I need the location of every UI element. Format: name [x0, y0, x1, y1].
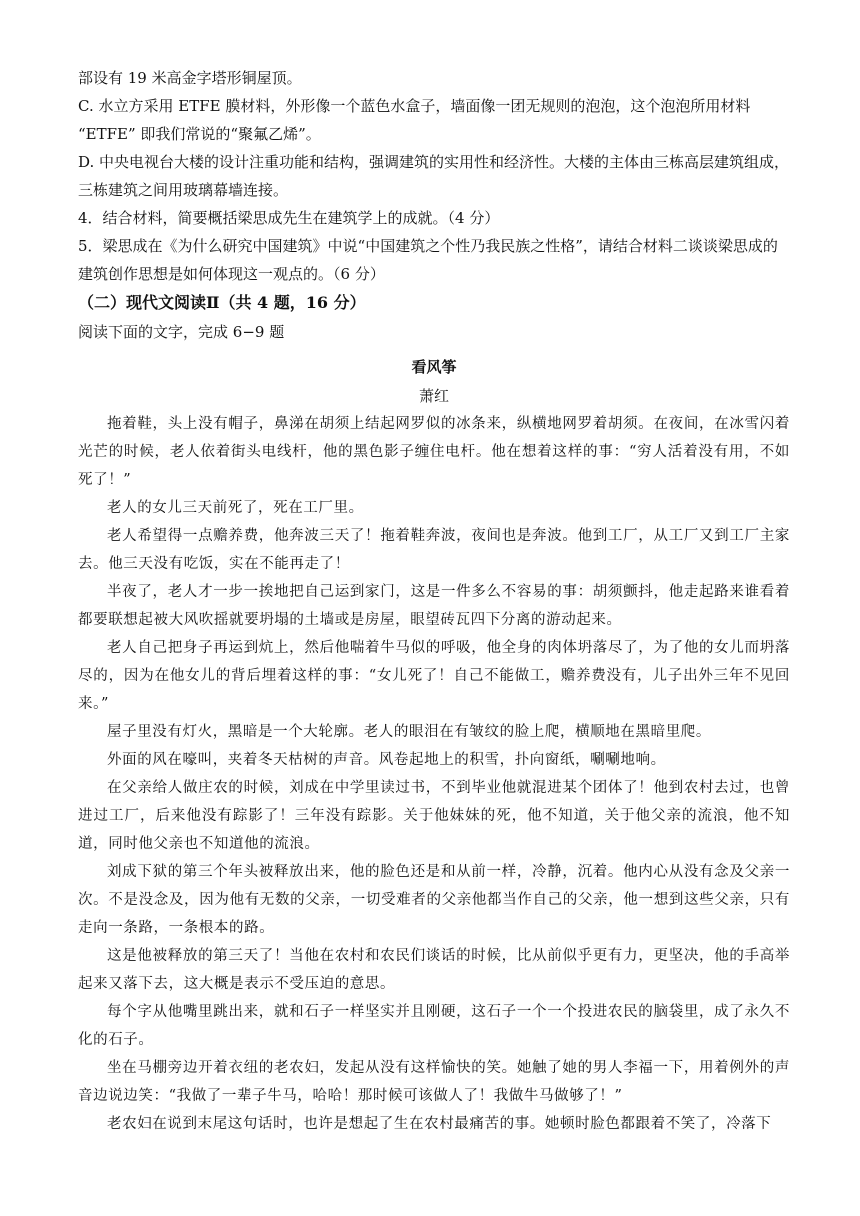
option-d: D. 中央电视台大楼的设计注重功能和结构，强调建筑的实用性和经济性。大楼的主体由三栋高层建筑组成，三栋建筑之间用玻璃幕墙连接。: [78, 153, 790, 199]
story-paragraph: 刘成下狱的第三个年头被释放出来，他的脸色还是和从前一样，冷静，沉着。他内心从没有念及父亲一次。不是没念及，因为他有无数的父亲，一切受难者的父亲他都当作自己的父亲，他一想到这些父亲，只有走向一条路，一条根本的路。: [78, 864, 790, 936]
option-b-continued: 部设有 19 米高金字塔形铜屋顶。: [78, 69, 302, 87]
story-author: 萧红: [418, 387, 449, 405]
story-body: [78, 410, 790, 1138]
story-paragraph: 这是他被释放的第三天了！当他在农村和农民们谈话的时候，比从前似乎更有力，更坚决，他的手高举起来又落下去，这大概是表示不受压迫的意思。: [78, 948, 790, 992]
story-paragraph: 老人自己把身子再运到炕上，然后他喘着牛马似的呼吸，他全身的肉体坍落尽了，为了他的女儿而坍落尽的，因为在他女儿的背后埋着这样的事：“女儿死了！自己不能做工，赡养费没有，儿子出外三年不见回来。”: [78, 640, 790, 712]
document-page: [78, 64, 790, 1138]
section-heading: （二）现代文阅读Ⅱ（共 4 题，16 分）: [78, 293, 366, 312]
story-paragraph: 坐在马棚旁边开着衣纽的老农妇，发起从没有这样愉快的笑。她触了她的男人李福一下，用着例外的声音边说边笑：“我做了一辈子牛马，哈哈！那时候可该做人了！我做牛马做够了！”: [78, 1060, 790, 1104]
story-title: 看风筝: [411, 358, 457, 376]
story-paragraph: 老人希望得一点赡养费，他奔波三天了！拖着鞋奔波，夜间也是奔波。他到工厂，从工厂又到工厂主家去。他三天没有吃饭，实在不能再走了！: [78, 528, 790, 572]
story-paragraph: 老农妇在说到末尾这句话时，也许是想起了生在农村最痛苦的事。她顿时脸色都跟着不笑了，冷落下: [107, 1116, 772, 1132]
story-paragraph: 老人的女儿三天前死了，死在工厂里。: [107, 500, 364, 516]
story-paragraph: 每个字从他嘴里跳出来，就和石子一样坚实并且刚硬，这石子一个一个投进农民的脑袋里，成了永久不化的石子。: [78, 1004, 790, 1048]
story-paragraph: 外面的风在嚎叫，夹着冬天枯树的声音。风卷起地上的积雪，扑向窗纸，唰唰地响。: [107, 752, 666, 768]
question-4: 4．结合材料，简要概括梁思成先生在建筑学上的成就。（4 分）: [78, 209, 500, 227]
question-5: 5．梁思成在《为什么研究中国建筑》中说“中国建筑之个性乃我民族之性格”，请结合材料二谈谈梁思成的建筑创作思想是如何体现这一观点的。（6 分）: [78, 237, 778, 283]
option-c: C. 水立方采用 ETFE 膜材料，外形像一个蓝色水盒子，墙面像一团无规则的泡泡，这个泡泡所用材料 “ETFE” 即我们常说的“聚氟乙烯”。: [78, 97, 751, 143]
story-paragraph: 拖着鞋，头上没有帽子，鼻涕在胡须上结起网罗似的冰条来，纵横地网罗着胡须。在夜间，在冰雪闪着光芒的时候，老人依着街头电线杆，他的黑色影子缠住电杆。他在想着这样的事：“穷人活着没有用，不如死了！”: [78, 416, 790, 488]
story-paragraph: 在父亲给人做庄农的时候，刘成在中学里读过书，不到毕业他就混进某个团体了！他到农村去过，也曾进过工厂，后来他没有踪影了！三年没有踪影。关于他妹妹的死，他不知道，关于他父亲的流浪，他不知道，同时他父亲也不知道他的流浪。: [78, 780, 790, 852]
story-paragraph: 半夜了，老人才一步一挨地把自己运到家门，这是一件多么不容易的事：胡须颤抖，他走起路来谁看着都要联想起被大风吹摇就要坍塌的土墙或是房屋，眼望砖瓦四下分离的游动起来。: [78, 584, 790, 628]
section-instruction: 阅读下面的文字，完成 6−9 题: [78, 323, 285, 341]
story-paragraph: 屋子里没有灯火，黑暗是一个大轮廓。老人的眼泪在有皱纹的脸上爬，横顺地在黑暗里爬。: [107, 724, 711, 740]
